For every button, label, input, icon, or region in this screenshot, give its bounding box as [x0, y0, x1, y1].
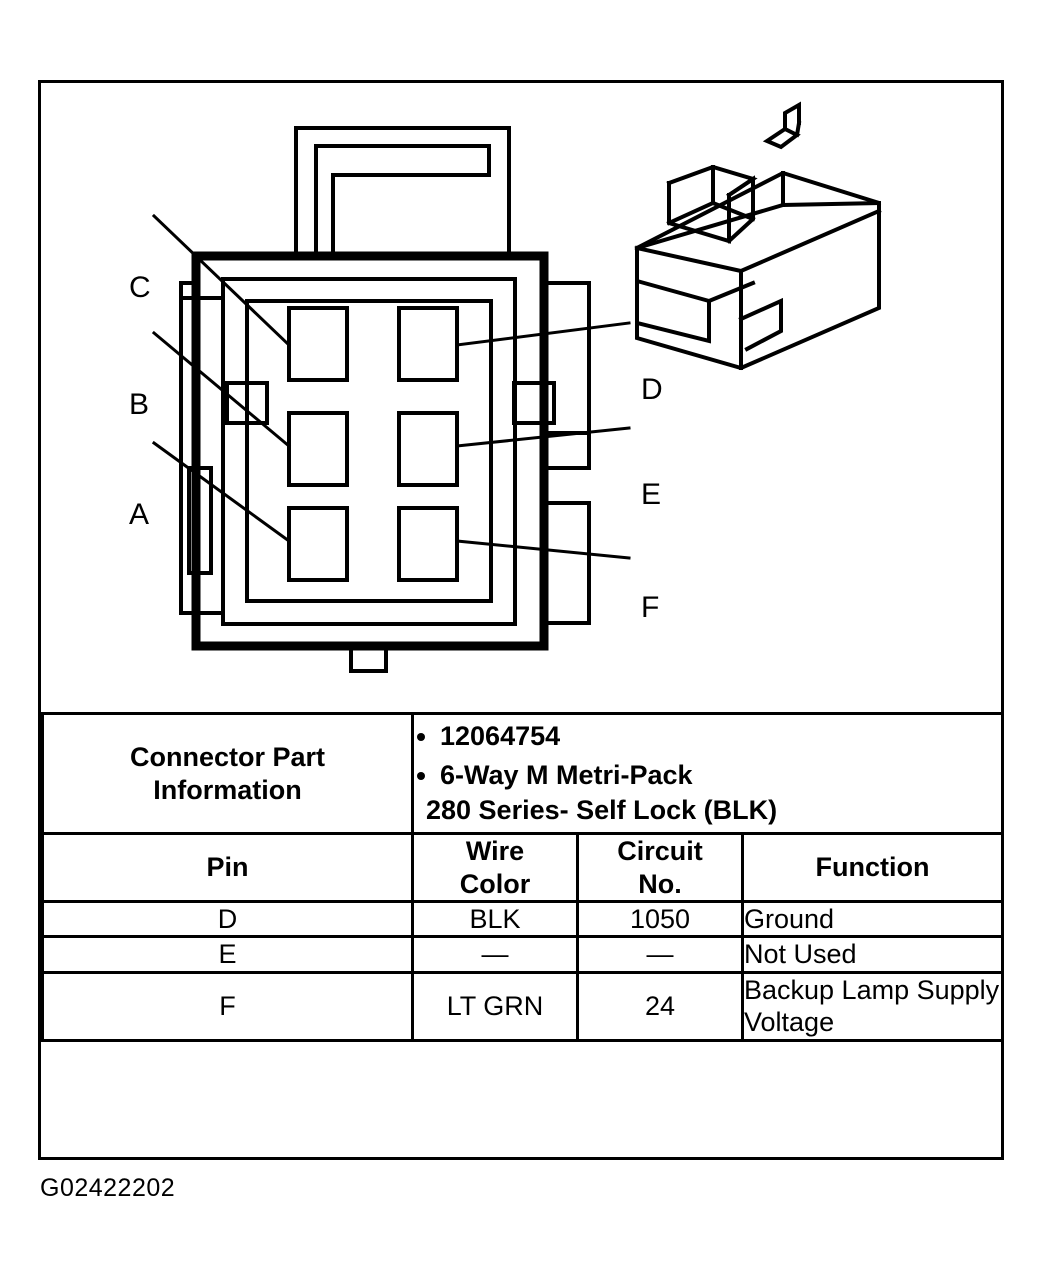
table-row	[43, 902, 1003, 937]
cell-wire-color: LT GRN	[413, 972, 578, 1040]
cell-circuit-no: —	[578, 937, 743, 972]
callout-b: B	[129, 388, 150, 421]
cell-wire-color: —	[413, 937, 578, 972]
diagram-sheet	[38, 80, 1004, 1160]
header-circuit-line1: Circuit	[617, 836, 703, 867]
cell-pin: D	[43, 902, 413, 937]
cell-function: Not Used	[743, 937, 1003, 972]
connector-info-table	[41, 712, 1004, 1042]
cell-function: Ground	[743, 902, 1003, 937]
cell-circuit-no: 1050	[578, 902, 743, 937]
figure-id: G02422202	[40, 1174, 176, 1202]
header-wire-color	[413, 834, 578, 902]
connector-diagram	[41, 83, 1001, 713]
cell-circuit-no: 24	[578, 972, 743, 1040]
header-function: Function	[743, 834, 1003, 902]
header-pin: Pin	[43, 834, 413, 902]
callout-f: F	[641, 591, 660, 624]
cpi-label-line2: Information	[153, 774, 302, 805]
table-row-part-info	[43, 714, 1003, 834]
connector-part-information-values	[413, 714, 1003, 834]
part-number: 12064754	[440, 721, 561, 751]
cell-wire-color: BLK	[413, 902, 578, 937]
cell-pin: F	[43, 972, 413, 1040]
cpi-label-line1: Connector Part	[129, 741, 326, 772]
cell-pin: E	[43, 937, 413, 972]
callout-d: D	[641, 373, 663, 406]
table-header-row	[43, 834, 1003, 902]
cell-function: Backup Lamp Supply Voltage	[743, 972, 1003, 1040]
table-row	[43, 937, 1003, 972]
header-wire-color-line2: Color	[459, 868, 531, 899]
connector-drawing	[41, 83, 1001, 713]
callout-e: E	[641, 478, 662, 511]
header-circuit-no	[578, 834, 743, 902]
part-description-line2: 280 Series- Self Lock (BLK)	[426, 795, 778, 826]
header-circuit-line2: No.	[638, 868, 682, 899]
list-item	[440, 719, 1001, 754]
callout-a: A	[129, 498, 150, 531]
table-row	[43, 972, 1003, 1040]
callout-c: C	[129, 271, 151, 304]
header-wire-color-line1: Wire	[465, 836, 525, 867]
connector-part-information-label	[43, 714, 413, 834]
part-description-line1: 6-Way M Metri-Pack	[440, 760, 693, 791]
list-item	[426, 758, 1001, 828]
